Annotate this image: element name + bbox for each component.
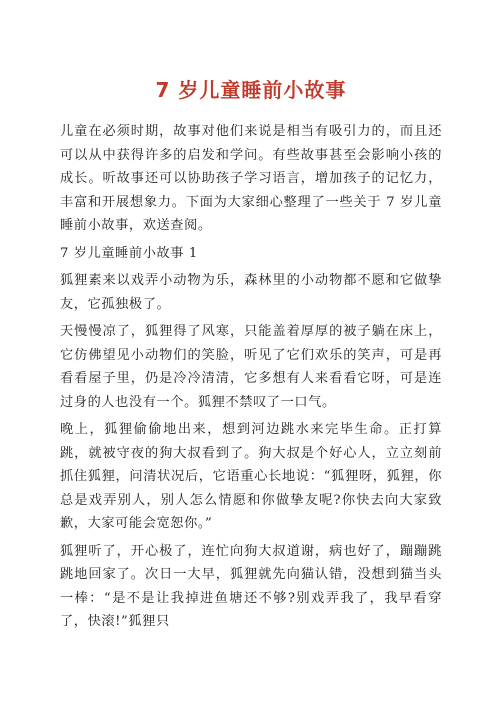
story-paragraph-1: 狐狸素来以戏弄小动物为乐，森林里的小动物都不愿和它做挚友，它孤独极了。 <box>60 273 442 312</box>
document-title: 7 岁儿童睡前小故事 <box>155 78 347 102</box>
intro-paragraph: 儿童在必须时期，故事对他们来说是相当有吸引力的，而且还可以从中获得许多的启发和学问。有些故事甚至会影响小孩的成长。听故事还可以协助孩子学习语言，增加孩子的记忆力，丰富和开展想象力。下面为大家细心整理了一些关于 7 岁儿童睡前小故事，欢送查阅。 <box>60 124 442 233</box>
story-paragraph-2: 天慢慢凉了，狐狸得了风寒，只能盖着厚厚的被子躺在床上，它仿佛望见小动物们的笑脸，听见了它们欢乐的笑声，可是再看看屋子里，仍是冷冷清清，它多想有人来看看它呀，可是连过身的人也没有一个。狐狸不禁叹了一口气。 <box>60 324 442 410</box>
story-heading: 7 岁儿童睡前小故事 1 <box>60 245 198 261</box>
story-paragraph-3: 晚上，狐狸偷偷地出来，想到河边跳水来完毕生命。正打算跳，就被守夜的狗大叔看到了。狗大叔是个好心人，立立刻前抓住狐狸，问清状况后，它语重心长地说：“狐狸呀，狐狸，你总是戏弄别人，别人怎么情愿和你做挚友呢?你快去向大家致歉，大家可能会宽恕你。” <box>60 422 442 531</box>
document-body <box>60 120 442 634</box>
story-paragraph-4: 狐狸听了，开心极了，连忙向狗大叔道谢，病也好了，蹦蹦跳跳地回家了。次日一大早，狐狸就先向猫认错，没想到猫当头一棒：“是不是让我掉进鱼塘还不够?别戏弄我了，我早看穿了，快滚!”狐狸只 <box>60 543 442 629</box>
